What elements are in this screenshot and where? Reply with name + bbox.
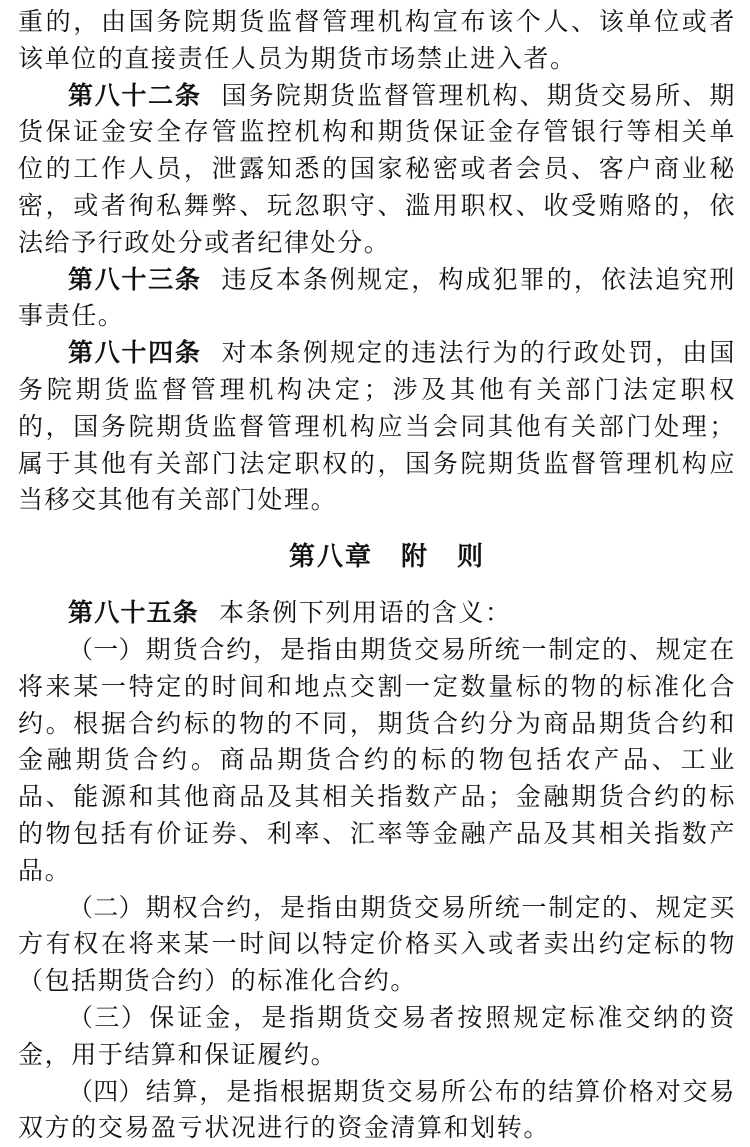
item-text: 结算，是指根据期货交易所公布的结算价格对交易双方的交易盈亏状况进行的资金清算和划转。	[18, 1076, 736, 1143]
paragraph-text: 重的，由国务院期货监督管理机构宣布该个人、该单位或者该单位的直接责任人员为期货市场禁止进入者。	[18, 7, 736, 73]
article-text: 违反本条例规定，构成犯罪的，依法追究刑事责任。	[18, 264, 736, 331]
article-82	[18, 78, 736, 262]
article-text: 本条例下列用语的含义：	[219, 598, 512, 628]
item-number: （三）	[68, 1002, 148, 1032]
article-number: 第八十五条	[68, 598, 200, 628]
item-number: （一）	[68, 634, 144, 664]
chapter-number: 第八章	[288, 542, 373, 573]
article-84	[18, 335, 736, 519]
item-text: 期权合约，是指由期货交易所统一制定的、规定买方有权在将来某一时间以特定价格买入或者卖出约定标的物（包括期货合约）的标准化合约。	[18, 892, 736, 996]
item-number: （四）	[68, 1076, 144, 1106]
paragraph-continuation	[18, 4, 736, 78]
article-85	[18, 595, 736, 632]
definition-item-2	[18, 890, 736, 1000]
definition-item-1	[18, 632, 736, 890]
item-text: 保证金，是指期货交易者按照规定标准交纳的资金，用于结算和保证履约。	[18, 1002, 736, 1069]
item-number: （二）	[68, 892, 144, 922]
definition-item-3	[18, 1000, 736, 1074]
chapter-title: 附 则	[401, 542, 486, 573]
definition-item-4	[18, 1074, 736, 1147]
article-number: 第八十二条	[68, 80, 202, 110]
article-83	[18, 262, 736, 336]
article-text: 对本条例规定的违法行为的行政处罚，由国务院期货监督管理机构决定；涉及其他有关部门法定职权的，国务院期货监督管理机构应当会同其他有关部门处理；属于其他有关部门法定职权的，国务院期货监督管理机构应当移交其他有关部门处理。	[18, 338, 736, 515]
article-number: 第八十四条	[68, 338, 202, 368]
chapter-heading	[18, 537, 736, 577]
item-text: 期货合约，是指由期货交易所统一制定的、规定在将来某一特定的时间和地点交割一定数量标的物的标准化合约。根据合约标的物的不同，期货合约分为商品期货合约和金融期货合约。商品期货合约的标的物包括农产品、工业品、能源和其他商品及其相关指数产品；金融期货合约的标的物包括有价证券、利率、汇率等金融产品及其相关指数产品。	[18, 634, 736, 885]
article-number: 第八十三条	[68, 264, 202, 294]
article-text: 国务院期货监督管理机构、期货交易所、期货保证金安全存管监控机构和期货保证金存管银行等相关单位的工作人员，泄露知悉的国家秘密或者会员、客户商业秘密，或者徇私舞弊、玩忽职守、滥用职权、收受贿赂的，依法给予行政处分或者纪律处分。	[18, 80, 736, 257]
